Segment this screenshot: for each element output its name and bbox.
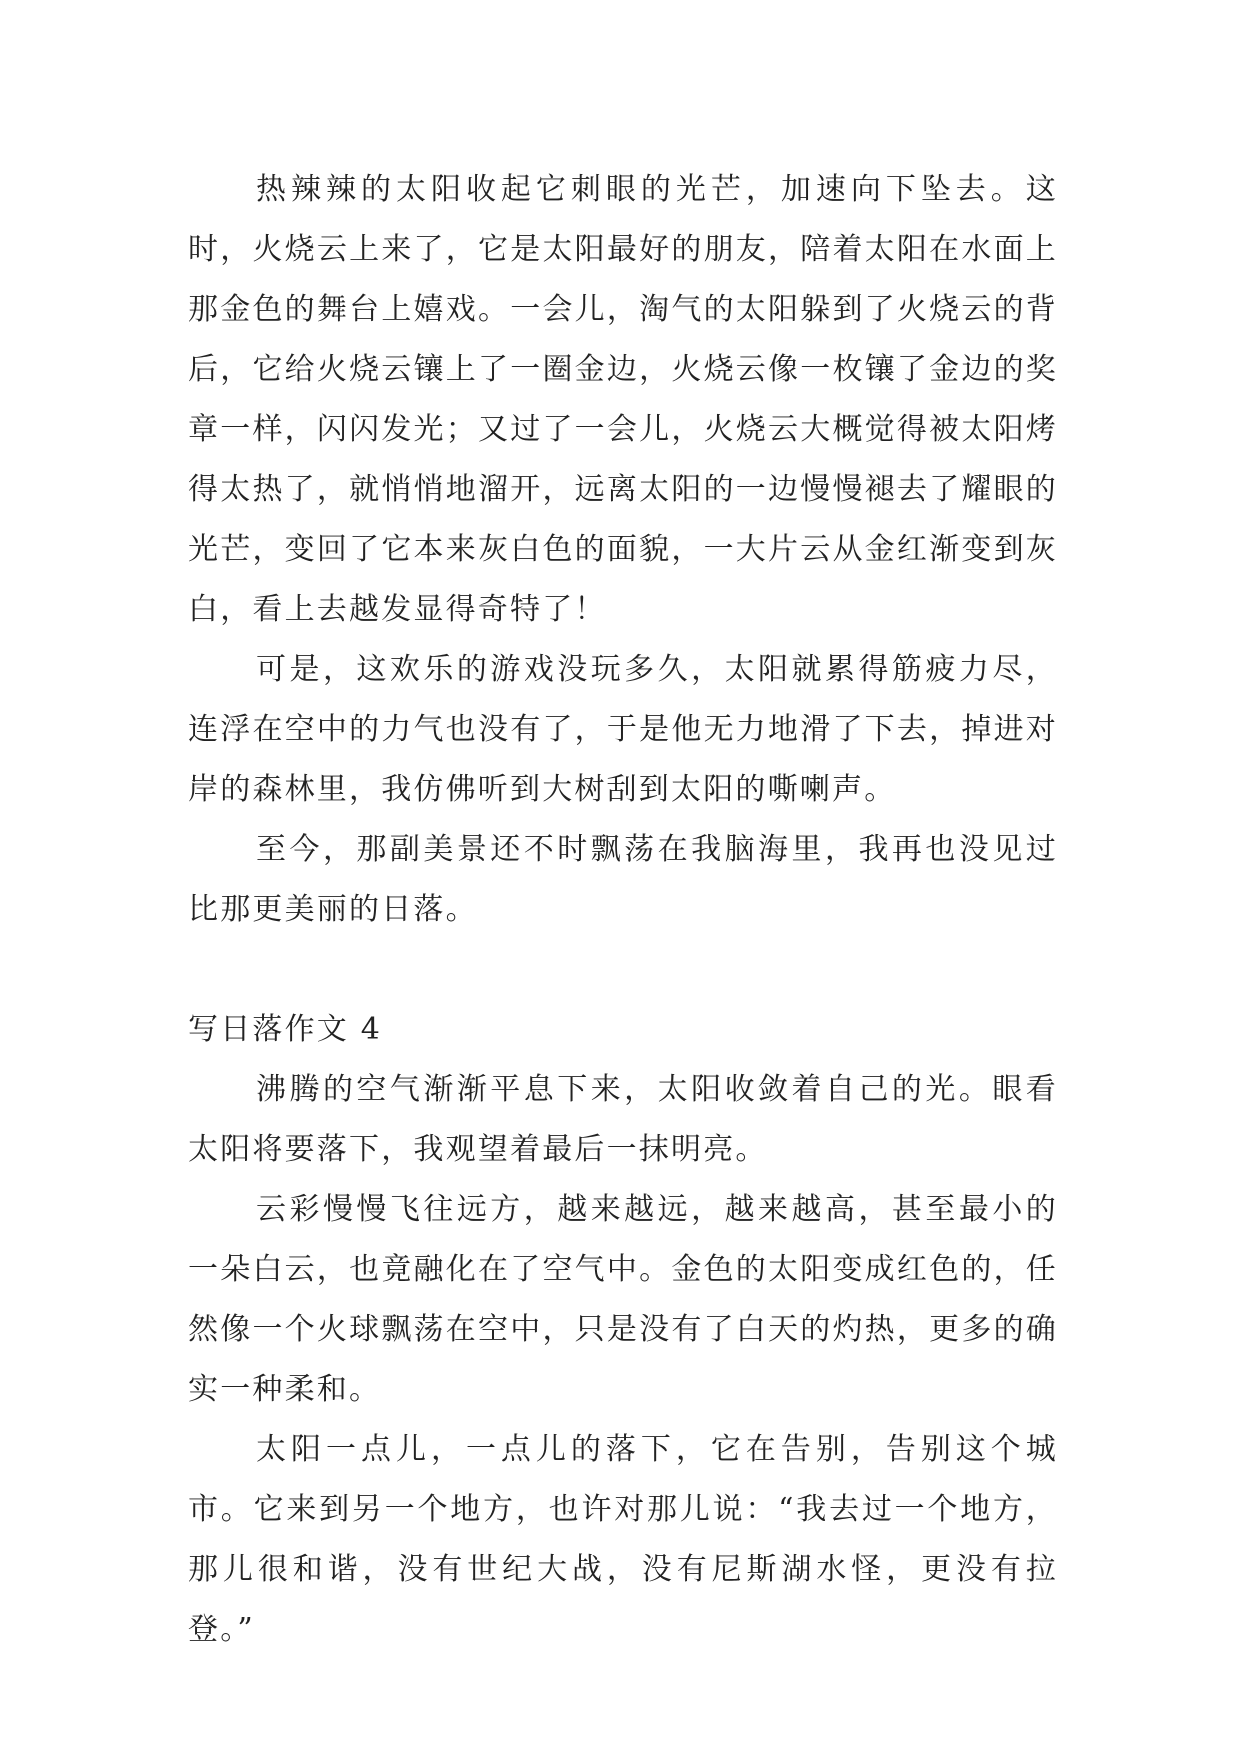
paragraph-sun-falls: 可是，这欢乐的游戏没玩多久，太阳就累得筋疲力尽，连浮在空中的力气也没有了，于是他无力地滑了下去，掉进对岸的森林里，我仿佛听到大树刮到太阳的嘶喇声。 <box>188 652 1058 807</box>
paragraph-clouds-drift: 云彩慢慢飞往远方，越来越远，越来越高，甚至最小的一朵白云，也竟融化在了空气中。金色的太阳变成红色的，任然像一个火球飘荡在空中，只是没有了白天的灼热，更多的确实一种柔和。 <box>188 1192 1058 1407</box>
paragraph-memory: 至今，那副美景还不时飘荡在我脑海里，我再也没见过比那更美丽的日落。 <box>188 832 1058 927</box>
document-page <box>188 160 1058 1660</box>
paragraph-air-calms: 沸腾的空气渐渐平息下来，太阳收敛着自己的光。眼看太阳将要落下，我观望着最后一抹明亮。 <box>188 1072 1058 1167</box>
section-title: 写日落作文 4 <box>188 1012 383 1047</box>
paragraph-sunset-clouds: 热辣辣的太阳收起它刺眼的光芒，加速向下坠去。这时，火烧云上来了，它是太阳最好的朋友，陪着太阳在水面上那金色的舞台上嬉戏。一会儿，淘气的太阳躲到了火烧云的背后，它给火烧云镶上了一圈金边，火烧云像一枚镶了金边的奖章一样，闪闪发光；又过了一会儿，火烧云大概觉得被太阳烤得太热了，就悄悄地溜开，远离太阳的一边慢慢褪去了耀眼的光芒，变回了它本来灰白色的面貌，一大片云从金红渐变到灰白，看上去越发显得奇特了！ <box>188 172 1058 627</box>
paragraph-sun-farewell: 太阳一点儿，一点儿的落下，它在告别，告别这个城市。它来到另一个地方，也许对那儿说：“我去过一个地方，那儿很和谐，没有世纪大战，没有尼斯湖水怪，更没有拉登。” <box>188 1432 1058 1647</box>
section-gap <box>188 940 1058 1000</box>
